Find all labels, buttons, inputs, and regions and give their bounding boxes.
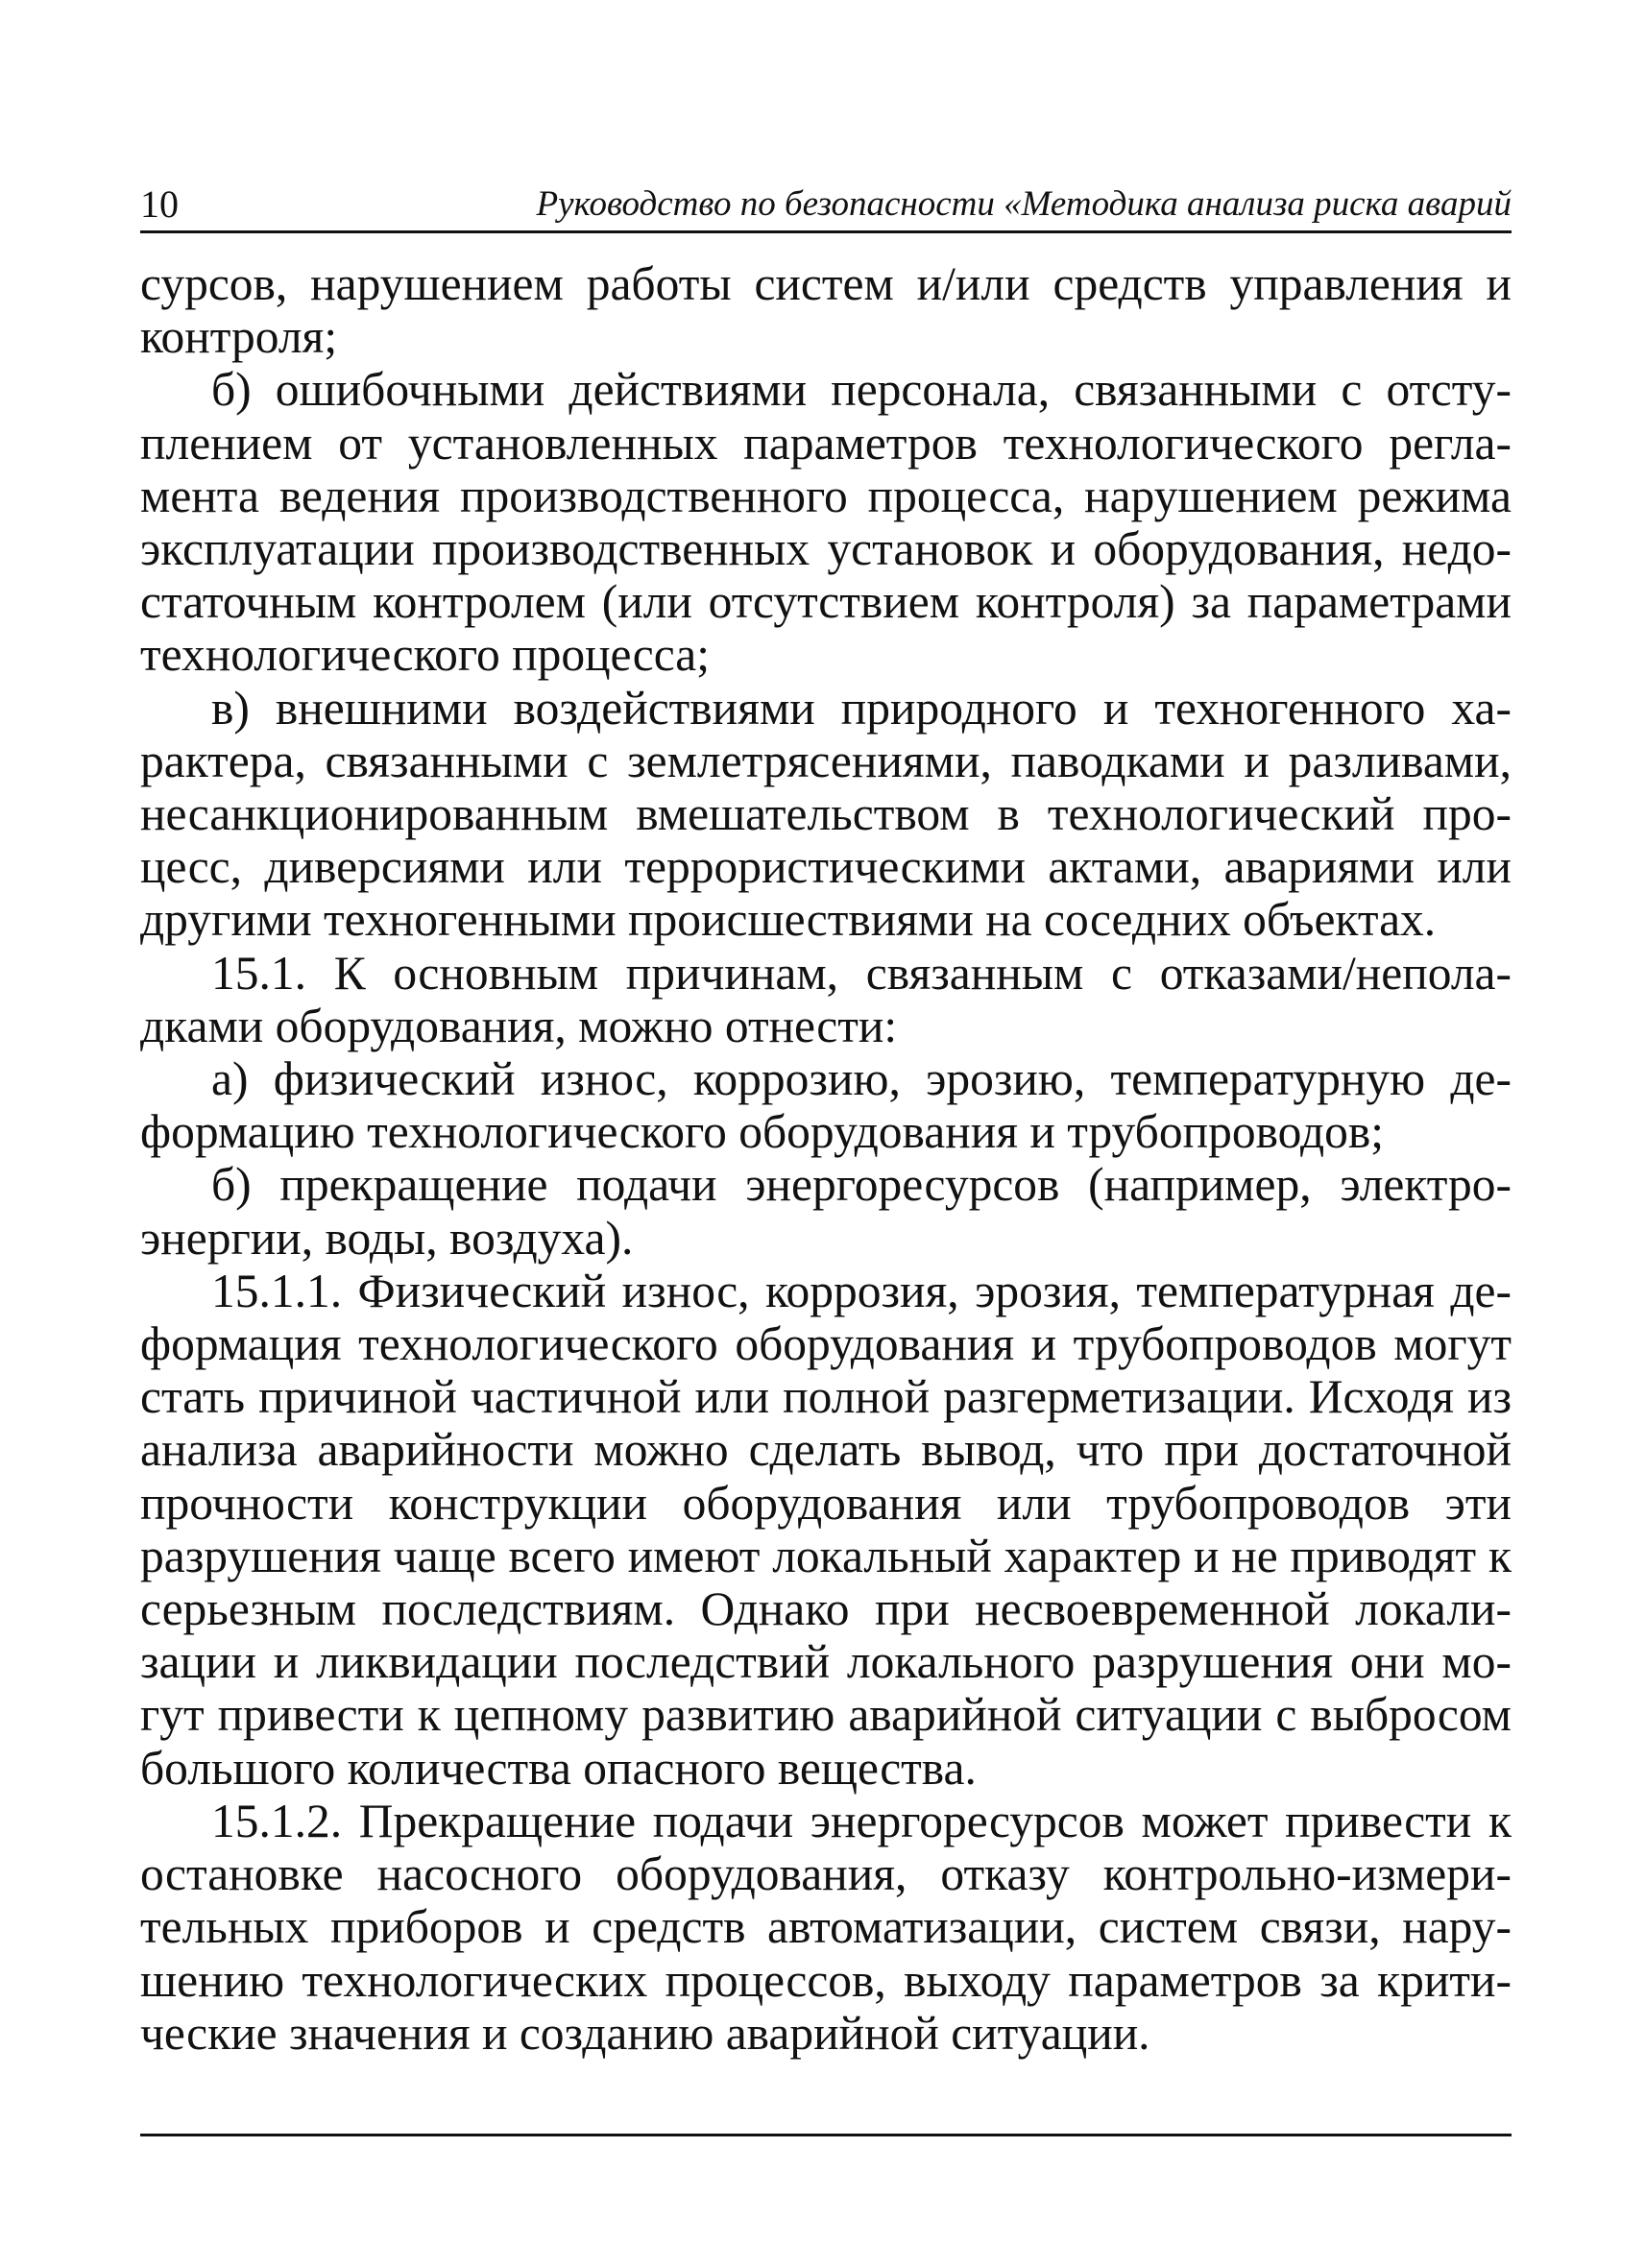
paragraph-continuation: сурсов, нарушением работы систем и/или средств управления и контроля; bbox=[140, 257, 1512, 364]
paragraph-item-b-energy: б) прекращение подачи энергоресурсов (например, электроэнергии, воды, воздуха). bbox=[140, 1158, 1512, 1265]
page-header bbox=[140, 182, 1512, 233]
paragraph-item-a-wear: а) физический износ, коррозию, эрозию, температурную деформацию технологического оборудования и трубопроводов; bbox=[140, 1052, 1512, 1159]
running-title: Руководство по безопасности «Методика анализа риска аварий bbox=[536, 184, 1512, 224]
paragraph-15-1: 15.1. К основным причинам, связанным с отказами/неполадками оборудования, можно отнести: bbox=[140, 946, 1512, 1052]
body-text bbox=[140, 257, 1512, 2060]
paragraph-item-b-personnel: б) ошибочными действиями персонала, связанными с отступлением от установленных параметров технологического регламента ведения производственного процесса, нарушением режима эксплуатации производственных установок и оборудования, недостаточным контролем (или отсутствием контроля) за параметрами технологического процесса; bbox=[140, 363, 1512, 682]
paragraph-15-1-1: 15.1.1. Физический износ, коррозия, эрозия, температурная деформация технологического оборудования и трубопроводов могут стать причиной частичной или полной разгерметизации. Исходя из анализа аварийности можно сделать вывод, что при достаточной прочности конструкции оборудования или трубопроводов эти разрушения чаще всего имеют локальный характер и не приводят к серьезным последствиям. Однако при несвоевременной локализации и ликвидации последствий локального разрушения они могут привести к цепному развитию аварийной ситуации с выбросом большого количества опасного вещества. bbox=[140, 1264, 1512, 1795]
page-number: 10 bbox=[140, 182, 179, 226]
paragraph-15-1-2: 15.1.2. Прекращение подачи энергоресурсов может привести к остановке насосного оборудования, отказу контрольно-измерительных приборов и средств автоматизации, систем связи, нарушению технологических процессов, выходу параметров за критические значения и созданию аварийной ситуации. bbox=[140, 1794, 1512, 2060]
footer-rule bbox=[140, 2134, 1512, 2136]
paragraph-item-v-external: в) внешними воздействиями природного и техногенного характера, связанными с землетрясениями, паводками и разливами, несанкционированным вмешательством в технологический процесс, диверсиями или террористическими актами, авариями или другими техногенными происшествиями на соседних объектах. bbox=[140, 681, 1512, 947]
